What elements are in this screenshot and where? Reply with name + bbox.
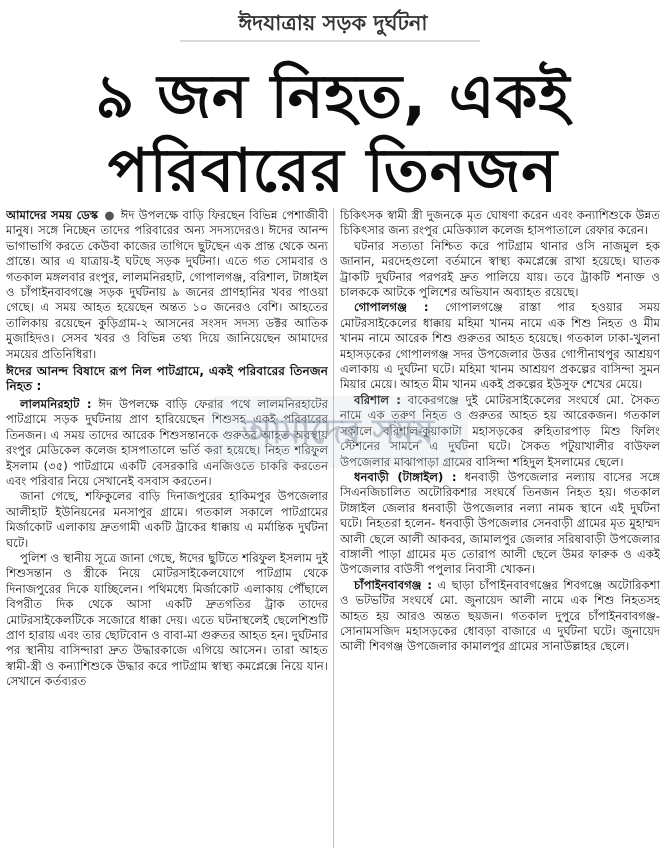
gopalganj-paragraph <box>340 300 660 392</box>
headline-line-2: পরিবারের তিনজন <box>107 136 559 206</box>
headline-line-1: ৯ জন নিহত, একই <box>95 62 571 132</box>
intro-text: ঈদ উপলক্ষে বাড়ি ফিরছেন বিভিন্ন পেশাজীবী মানুষ। সঙ্গে নিচ্ছেন তাদের পরিবারের অন্য সদস্যদেরও। ঈদের আনন্দ ভাগাভাগি করতে কেউবা কাজের তাগিদে ছুটছেন এক প্রান্ত থেকে অন্য প্রান্তে। আর এ যাত্রায়-ই ঘটছে সড়ক দুর্ঘটনা। এতে গত সোমবার ও গতকাল মঙ্গলবার রংপুর, লালমনিরহাট, গোপালগঞ্জ, বরিশাল, টাঙ্গাইল ও চাঁপাইনবাবগঞ্জে সড়ক দুর্ঘটনায় ৯ জনের প্রাণহানির খবর পাওয়া গেছে। এ সময় আহত হয়েছেন অন্তত ১০ জনেরও বেশি। আহতের তালিকায় রয়েছেন কুড়িগ্রাম-২ আসনের সংসদ সদস্য ডক্টর আতিক মুজাহিদও। সেসব খবর ও বিভিন্ন তথ্য দিয়ে জানিয়েছেন আমাদের সময়ের প্রতিনিধিরা। <box>6 208 328 361</box>
paragraph: জানা গেছে, শফিকুলের বাড়ি দিনাজপুরের হাকিমপুর উপজেলার আলীহাট ইউনিয়নের মনসাপুর গ্রামে। গতকাল সকালে পাটগ্রামের মির্জাকোট এলাকায় দ্রুতগামী একটি ট্রাকের ধাক্কায় এ মর্মান্তিক দুর্ঘটনা ঘটে। <box>6 489 328 550</box>
barishal-paragraph <box>340 393 660 470</box>
intro-paragraph <box>6 208 328 362</box>
subheading: ঈদের আনন্দ বিষাদে রূপ নিল পাটগ্রামে, একই পরিবারের তিনজন নিহত : <box>6 364 328 394</box>
location-label: লালমনিরহাট : <box>20 396 92 411</box>
paragraph: পুলিশ ও স্থানীয় সূত্রে জানা গেছে, ঈদের ছুটিতে শরিফুল ইসলাম দুই শিশুসন্তান ও স্ত্রীকে নিয়ে মোটরসাইকেলযোগে পাটগ্রাম থেকে দিনাজপুরের দিকে যাচ্ছিলেন। পথিমধ্যে মির্জাকোট এলাকায় পৌঁছালে বিপরীত দিক থেকে আসা একটি দ্রুতগতির ট্রাক তাদের মোটরসাইকেলটিকে সজোরে ধাক্কা দেয়। এতে ঘটনাস্থলেই ছেলেশিশুটি প্রাণ হারায় এবং তার ছোটবোন ও বাবা-মা গুরুতর আহত হন। দুর্ঘটনার পর স্থানীয় বাসিন্দারা দ্রুত উদ্ধারকাজে এগিয়ে আসেন। তারা আহত স্বামী-স্ত্রী ও কন্যাশিশুকে উদ্ধার করে পাটগ্রাম স্বাস্থ্য কমপ্লেক্সে নিয়ে যান। সেখানে কর্তব্যরত <box>6 550 328 689</box>
article-body <box>6 208 660 848</box>
bullet-icon: ● <box>104 208 115 222</box>
chapainawabganj-text: এ ছাড়া চাঁপাইনবাবগঞ্জের শিবগঞ্জে অটোরিকশা ও ভটভটির সংঘর্ষে মো. জুনায়েদ আলী নামে এক শিশু নিহতসহ আহত হয় আরও অন্তত ছয়জন। গতকাল দুপুরে চাঁপাইনবাবগঞ্জ-সোনামসজিদ মহাসড়কের ধোবড়া বাজারে এ দুর্ঘটনা ঘটে। জুনায়েদ আলী শিবগঞ্জ উপজেলার কামালপুর গ্রামের সানাউল্লাহর ছেলে। <box>340 577 660 654</box>
newspaper-watermark: আমাদের সময় <box>208 396 468 468</box>
column-divider <box>333 208 334 848</box>
location-label: ধনবাড়ী (টাঙ্গাইল) : <box>354 469 457 484</box>
chapainawabganj-paragraph <box>340 578 660 655</box>
gopalganj-text: গোপালগঞ্জে রাস্তা পার হওয়ার সময় মোটরসাইকেলের ধাক্কায় মহিমা খানম নামে এক শিশু নিহত ও মীম খানম নামে আরেক শিশু গুরুতর আহত হয়েছে। গতকাল ঢাকা-খুলনা মহাসড়কের গোপালগঞ্জ সদর উপজেলার উত্তর গোপীনাথপুর আশ্রয়ণ এলাকায় এ দুর্ঘটনা ঘটে। মহিমা খানম আশ্রয়ণ প্রকল্পের বাসিন্দা সুমন মিয়ার মেয়ে। আহত মীম খানম একই প্রকল্পের ইউসুফ শেখের মেয়ে। <box>340 300 660 392</box>
location-label: গোপালগঞ্জ : <box>354 300 429 315</box>
paragraph: ঘটনার সত্যতা নিশ্চিত করে পাটগ্রাম থানার ওসি নাজমুল হক জানান, মরদেহগুলো বর্তমানে স্বাস্থ্য কমপ্লেক্সে রাখা হয়েছে। ঘাতক ট্রাকটি দুর্ঘটনার পরপরই দ্রুত পালিয়ে যায়। তবে ট্রাকটি শনাক্ত ও চালককে আটকে পুলিশের অভিযান অব্যাহত রয়েছে। <box>340 238 660 300</box>
byline: আমাদের সময় ডেস্ক <box>6 208 99 222</box>
lalmonirhat-text: ঈদ উপলক্ষে বাড়ি ফেরার পথে লালমনিরহাটের পাটগ্রামে সড়ক দুর্ঘটনায় প্রাণ হারিয়েছেন শিশুসহ একই পরিবারের তিনজন। এ সময় তাদের আরেক শিশুসন্তানকে গুরুতর আহত অবস্থায় রংপুর মেডিকেল কলেজ হাসপাতালে ভর্তি করা হয়েছে। নিহত শরিফুল ইসলাম (৩৫) পাটগ্রামে একটি বেসরকারি এনজিওতে চাকরি করতেন এবং পরিবার নিয়ে সেখানেই বসবাস করতেন। <box>6 396 328 488</box>
right-column <box>340 208 660 848</box>
tangail-text: ধনবাড়ী উপজেলার নল্যায় বাসের সঙ্গে সিএনজিচালিত অটোরিকশার সংঘর্ষে তিনজন নিহত হয়। গতকাল টাঙ্গাইল জেলার ধনবাড়ী উপজেলার নল্যা নামক স্থানে এই দুর্ঘটনা ঘটে। নিহতরা হলেন- ধনবাড়ী উপজেলার সেনবাড়ী গ্রামের মৃত মুহাম্মদ আলী ছেলে আলী আকবর, জামালপুর জেলার সরিষাবাড়ী উপজেলার বাঙ্গালী পাড়া গ্রামের মৃত তোরাপ আলী ছেলে উমর ফারুক ও একই উপজেলার বাউসী পপুলার নিবাসী খোকন। <box>340 469 660 577</box>
barishal-text: বাকেরগঞ্জে দুই মোটরসাইকেলের সংঘর্ষে মো. সৈকত নামে এক তরুণ নিহত ও গুরুতর আহত হয় আরেকজন। গতকাল সকালে বরিশাল-কুয়াকাটা মহাসড়কের রুহিতারপাড় মিশু ফিলিং স্টেশনের সামনে এ দুর্ঘটনা ঘটে। সৈকত পটুয়াখালীর বাউফল উপজেলার মাঝাপাড়া গ্রামের বাসিন্দা শহিদুল ইসলামের ছেলে। <box>340 392 660 469</box>
article-kicker: ঈদযাত্রায় সড়ক দুর্ঘটনা <box>238 11 428 35</box>
tangail-paragraph <box>340 470 660 578</box>
location-label: বরিশাল : <box>354 392 401 407</box>
lalmonirhat-paragraph <box>6 397 328 489</box>
left-column <box>6 208 328 848</box>
location-label: চাঁপাইনবাবগঞ্জ : <box>354 577 433 592</box>
continuation-paragraph: চিকিৎসক স্বামী স্ত্রী দুজনকে মৃত ঘোষণা করেন এবং কন্যাশিশুকে উন্নত চিকিৎসার জন্য রংপুর মেডিক্যাল কলেজ হাসপাতালে রেফার করেন। <box>340 208 660 238</box>
kicker-underline <box>180 40 480 42</box>
